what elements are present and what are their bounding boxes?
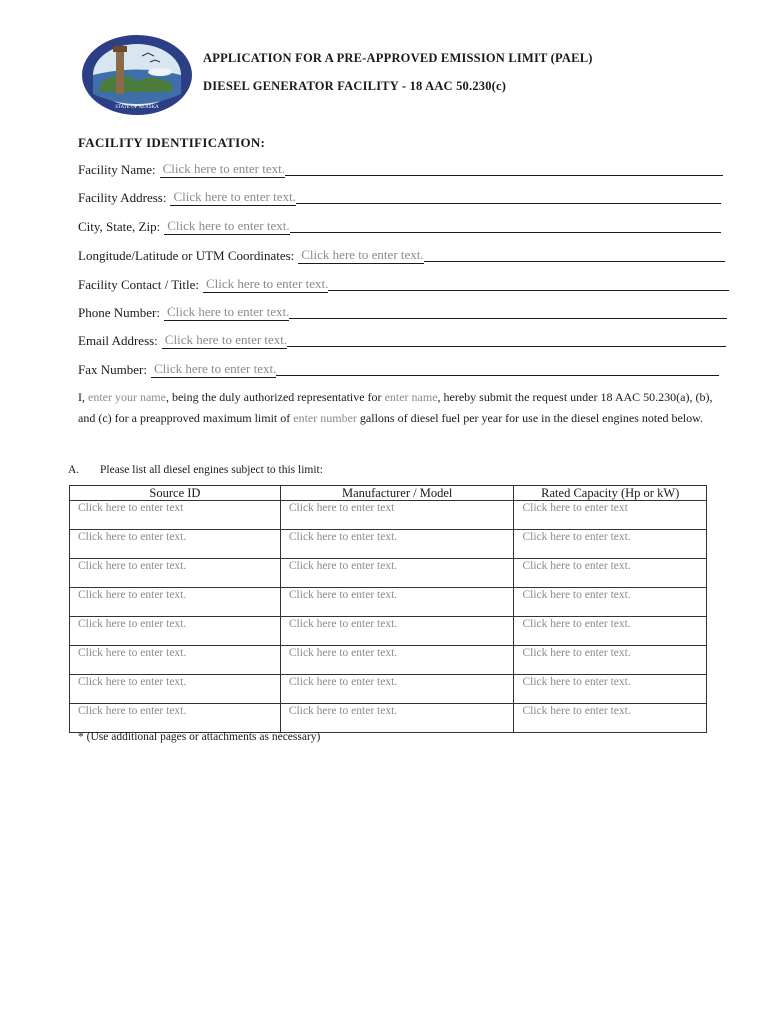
manufacturer-model-cell[interactable]: Click here to enter text. — [280, 617, 514, 646]
source-id-cell[interactable]: Click here to enter text. — [70, 588, 281, 617]
field-label: Email Address: — [78, 333, 158, 348]
phone-number-field — [78, 303, 727, 321]
table-row — [70, 501, 707, 530]
source-id-cell[interactable]: Click here to enter text — [70, 501, 281, 530]
representative-name-input[interactable]: enter your name — [88, 390, 166, 404]
city-state-zip-input[interactable]: Click here to enter text. — [164, 218, 289, 235]
fax-number-input[interactable]: Click here to enter text. — [151, 361, 276, 378]
field-underline — [328, 290, 729, 291]
field-label: City, State, Zip: — [78, 219, 161, 234]
list-letter: A. — [68, 464, 80, 476]
field-underline — [287, 346, 726, 347]
rated-capacity-cell[interactable]: Click here to enter text. — [514, 588, 707, 617]
source-id-cell[interactable]: Click here to enter text. — [70, 530, 281, 559]
facility-address-field — [78, 188, 721, 206]
fax-number-field — [78, 360, 719, 378]
rated-capacity-cell[interactable]: Click here to enter text — [514, 501, 707, 530]
field-underline — [296, 203, 721, 204]
table-row — [70, 704, 707, 733]
table-row — [70, 646, 707, 675]
manufacturer-model-cell[interactable]: Click here to enter text. — [280, 704, 514, 733]
statement-text: , being the duly authorized representative for — [165, 390, 385, 404]
field-underline — [285, 175, 723, 176]
rated-capacity-cell[interactable]: Click here to enter text. — [514, 704, 707, 733]
coordinates-field — [78, 246, 725, 264]
manufacturer-model-cell[interactable]: Click here to enter text. — [280, 588, 514, 617]
facility-name-input[interactable]: Click here to enter text. — [160, 161, 285, 178]
alaska-dec-seal-logo — [80, 34, 194, 116]
source-id-cell[interactable]: Click here to enter text. — [70, 675, 281, 704]
manufacturer-model-cell[interactable]: Click here to enter text. — [280, 559, 514, 588]
table-row — [70, 617, 707, 646]
facility-identification-heading: FACILITY IDENTIFICATION: — [78, 135, 266, 150]
field-underline — [289, 318, 727, 319]
table-footnote: * (Use additional pages or attachments as necessary) — [78, 731, 321, 743]
rated-capacity-cell[interactable]: Click here to enter text. — [514, 675, 707, 704]
statement-text: , hereby submit the request under 18 AAC 50.230(a), (b), and (c) for a preapproved maximum limit of — [78, 390, 713, 425]
field-label: Longitude/Latitude or UTM Coordinates: — [78, 248, 295, 263]
statement-text: gallons of diesel fuel per year for use in the diesel engines noted below. — [356, 410, 704, 425]
column-header-rated-capacity: Rated Capacity (Hp or kW) — [514, 486, 707, 501]
authorization-statement — [78, 387, 718, 428]
rated-capacity-cell[interactable]: Click here to enter text. — [514, 530, 707, 559]
engine-list-instruction — [68, 464, 323, 476]
rated-capacity-cell[interactable]: Click here to enter text. — [514, 559, 707, 588]
table-header-row — [70, 486, 707, 501]
column-header-manufacturer-model: Manufacturer / Model — [280, 486, 514, 501]
source-id-cell[interactable]: Click here to enter text. — [70, 617, 281, 646]
facility-contact-input[interactable]: Click here to enter text. — [203, 276, 328, 293]
source-id-cell[interactable]: Click here to enter text. — [70, 559, 281, 588]
facility-address-input[interactable]: Click here to enter text. — [170, 189, 295, 206]
manufacturer-model-cell[interactable]: Click here to enter text. — [280, 530, 514, 559]
field-label: Phone Number: — [78, 305, 160, 320]
source-id-cell[interactable]: Click here to enter text. — [70, 704, 281, 733]
facility-contact-field — [78, 275, 729, 293]
entity-name-input[interactable]: enter name — [384, 390, 438, 404]
column-header-source-id: Source ID — [70, 486, 281, 501]
city-state-zip-field — [78, 217, 721, 235]
email-address-input[interactable]: Click here to enter text. — [162, 332, 287, 349]
diesel-engines-table — [69, 485, 707, 733]
rated-capacity-cell[interactable]: Click here to enter text. — [514, 617, 707, 646]
table-row — [70, 588, 707, 617]
field-underline — [276, 375, 719, 376]
coordinates-input[interactable]: Click here to enter text. — [298, 247, 423, 264]
field-label: Facility Contact / Title: — [78, 277, 199, 292]
manufacturer-model-cell[interactable]: Click here to enter text. — [280, 646, 514, 675]
svg-text:STATE OF ALASKA: STATE OF ALASKA — [115, 105, 159, 110]
facility-name-field — [78, 160, 723, 178]
field-underline — [290, 232, 721, 233]
field-underline — [424, 261, 725, 262]
instruction-text: Please list all diesel engines subject to this limit: — [100, 464, 323, 476]
statement-text: I, — [78, 390, 88, 404]
form-title: APPLICATION FOR A PRE-APPROVED EMISSION LIMIT (PAEL) — [203, 51, 593, 65]
rated-capacity-cell[interactable]: Click here to enter text. — [514, 646, 707, 675]
source-id-cell[interactable]: Click here to enter text. — [70, 646, 281, 675]
table-row — [70, 559, 707, 588]
field-label: Facility Name: — [78, 162, 156, 177]
field-label: Facility Address: — [78, 190, 167, 205]
email-address-field — [78, 331, 726, 349]
form-subtitle: DIESEL GENERATOR FACILITY - 18 AAC 50.230(c) — [203, 79, 507, 93]
field-label: Fax Number: — [78, 362, 147, 377]
gallons-limit-input[interactable]: enter number — [293, 410, 357, 425]
manufacturer-model-cell[interactable]: Click here to enter text. — [280, 675, 514, 704]
phone-number-input[interactable]: Click here to enter text. — [164, 304, 289, 321]
table-row — [70, 530, 707, 559]
table-row — [70, 675, 707, 704]
manufacturer-model-cell[interactable]: Click here to enter text — [280, 501, 514, 530]
